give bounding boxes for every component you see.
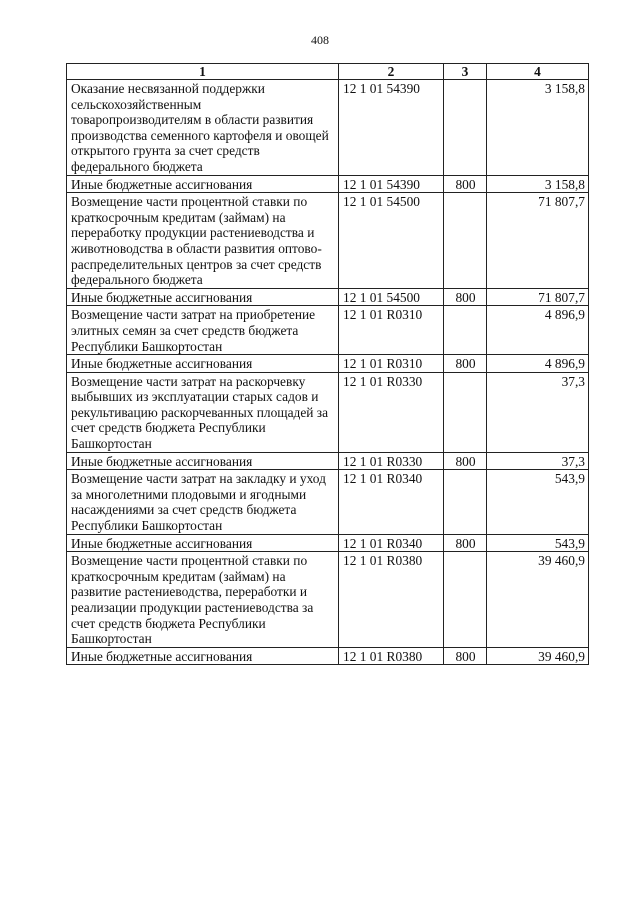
table-body — [67, 80, 589, 665]
row-code-cell: 12 1 01 54390 — [339, 175, 444, 193]
row-code-cell: 12 1 01 R0310 — [339, 355, 444, 373]
row-type-cell: 800 — [444, 288, 487, 306]
row-code-cell: 12 1 01 R0330 — [339, 452, 444, 470]
column-header-1: 1 — [67, 64, 339, 80]
row-type-cell: 800 — [444, 534, 487, 552]
row-amount-cell: 3 158,8 — [487, 80, 589, 176]
table-row — [67, 355, 589, 373]
row-name-cell: Возмещение части процентной ставки по краткосрочным кредитам (займам) на развитие растениеводства, переработки и реализации продукции растениеводства за счет средств бюджета Республики Башкортостан — [67, 552, 339, 648]
row-code-cell: 12 1 01 R0380 — [339, 647, 444, 665]
row-type-cell: 800 — [444, 355, 487, 373]
row-name-cell: Иные бюджетные ассигнования — [67, 647, 339, 665]
row-amount-cell: 543,9 — [487, 534, 589, 552]
row-code-cell: 12 1 01 R0310 — [339, 306, 444, 355]
table-row — [67, 306, 589, 355]
row-code-cell: 12 1 01 R0340 — [339, 470, 444, 534]
row-amount-cell: 37,3 — [487, 452, 589, 470]
table-row — [67, 372, 589, 452]
row-name-cell: Возмещение части затрат на приобретение элитных семян за счет средств бюджета Республики Башкортостан — [67, 306, 339, 355]
row-amount-cell: 39 460,9 — [487, 647, 589, 665]
table-row — [67, 175, 589, 193]
row-name-cell: Иные бюджетные ассигнования — [67, 534, 339, 552]
row-type-cell — [444, 470, 487, 534]
row-code-cell: 12 1 01 54500 — [339, 288, 444, 306]
column-header-2: 2 — [339, 64, 444, 80]
row-code-cell: 12 1 01 54500 — [339, 193, 444, 289]
table-row — [67, 452, 589, 470]
row-code-cell: 12 1 01 R0380 — [339, 552, 444, 648]
table-row — [67, 80, 589, 176]
row-code-cell: 12 1 01 R0340 — [339, 534, 444, 552]
column-header-3: 3 — [444, 64, 487, 80]
row-name-cell: Возмещение части процентной ставки по краткосрочным кредитам (займам) на переработку продукции растениеводства и животноводства в области развития оптово-распределительных центров за счет средств федерального бюджета — [67, 193, 339, 289]
table-row — [67, 534, 589, 552]
row-type-cell — [444, 80, 487, 176]
row-amount-cell: 4 896,9 — [487, 355, 589, 373]
row-code-cell: 12 1 01 54390 — [339, 80, 444, 176]
row-amount-cell: 4 896,9 — [487, 306, 589, 355]
row-type-cell — [444, 193, 487, 289]
row-type-cell: 800 — [444, 452, 487, 470]
row-name-cell: Оказание несвязанной поддержки сельскохозяйственным товаропроизводителям в области развития производства семенного картофеля и овощей открытого грунта за счет средств федерального бюджета — [67, 80, 339, 176]
table-row — [67, 193, 589, 289]
row-type-cell — [444, 372, 487, 452]
row-amount-cell: 3 158,8 — [487, 175, 589, 193]
table-header-row — [67, 64, 589, 80]
row-amount-cell: 37,3 — [487, 372, 589, 452]
budget-table — [66, 63, 589, 665]
row-name-cell: Иные бюджетные ассигнования — [67, 175, 339, 193]
row-type-cell: 800 — [444, 175, 487, 193]
row-name-cell: Возмещение части затрат на закладку и уход за многолетними плодовыми и ягодными насаждениями за счет средств бюджета Республики Башкортостан — [67, 470, 339, 534]
table-row — [67, 288, 589, 306]
row-amount-cell: 71 807,7 — [487, 288, 589, 306]
column-header-4: 4 — [487, 64, 589, 80]
row-name-cell: Иные бюджетные ассигнования — [67, 452, 339, 470]
row-name-cell: Иные бюджетные ассигнования — [67, 355, 339, 373]
row-amount-cell: 543,9 — [487, 470, 589, 534]
row-name-cell: Иные бюджетные ассигнования — [67, 288, 339, 306]
row-amount-cell: 71 807,7 — [487, 193, 589, 289]
row-amount-cell: 39 460,9 — [487, 552, 589, 648]
row-type-cell — [444, 306, 487, 355]
row-type-cell: 800 — [444, 647, 487, 665]
table-row — [67, 647, 589, 665]
table-row — [67, 470, 589, 534]
row-type-cell — [444, 552, 487, 648]
row-name-cell: Возмещение части затрат на раскорчевку выбывших из эксплуатации старых садов и рекультивацию раскорчеванных площадей за счет средств бюджета Республики Башкортостан — [67, 372, 339, 452]
row-code-cell: 12 1 01 R0330 — [339, 372, 444, 452]
table-row — [67, 552, 589, 648]
page-number: 408 — [311, 33, 329, 47]
